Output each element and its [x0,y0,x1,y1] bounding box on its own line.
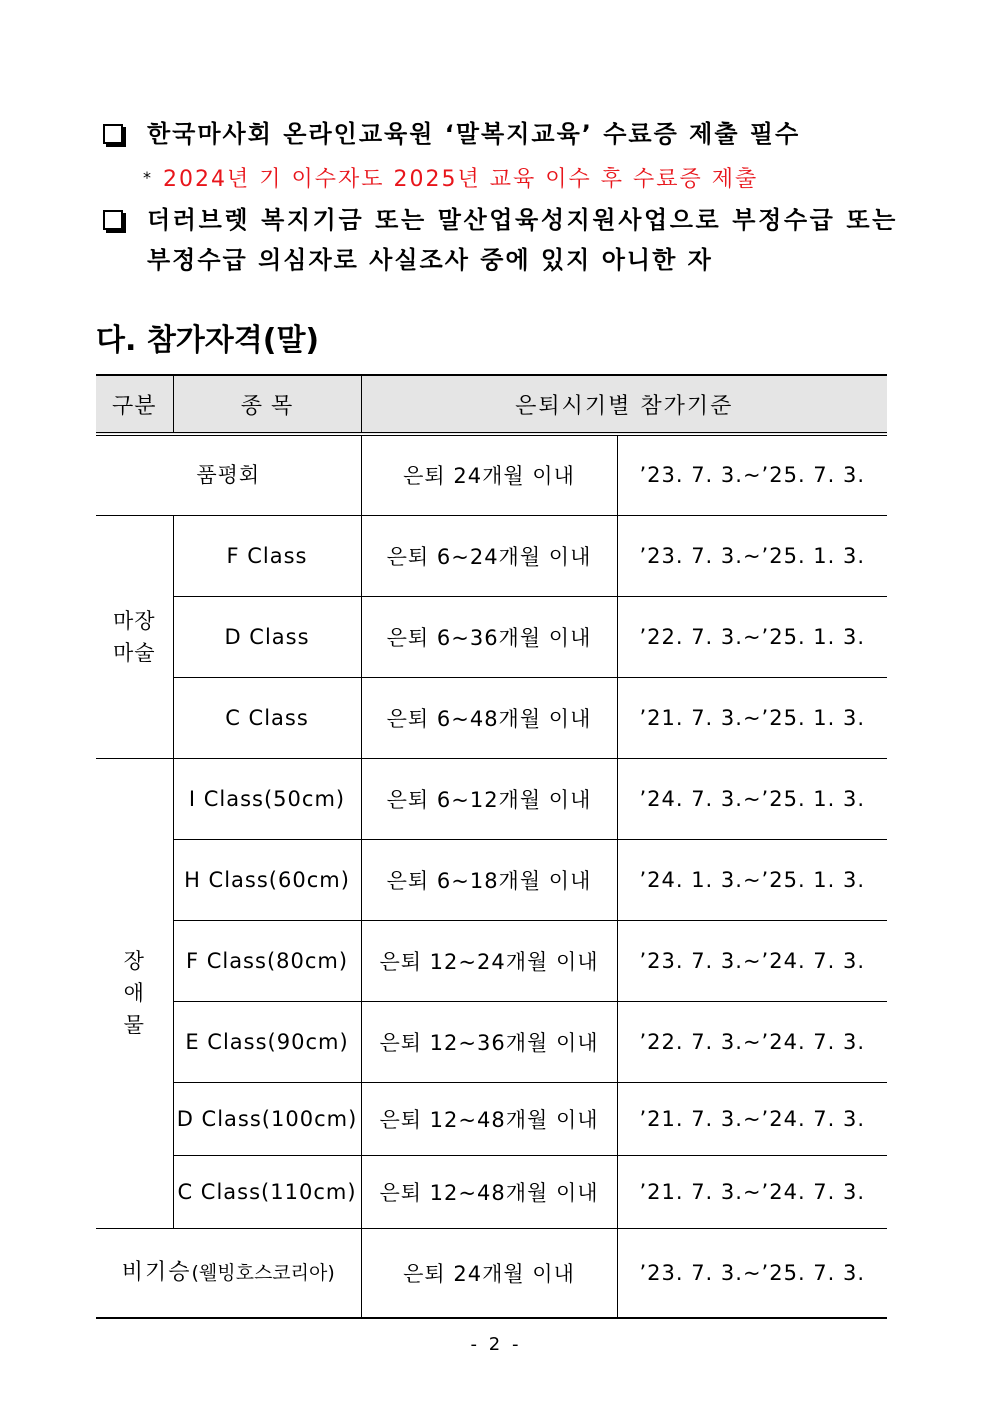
category-label-sub: (웰빙호스코리아) [191,1261,335,1284]
requirement-text-line2: 부정수급 의심자로 사실조사 중에 있지 아니한 자 [147,246,713,274]
header-category: 구분 [96,375,173,434]
criteria-cell: 은퇴 6~36개월 이내 [361,596,617,677]
criteria-cell: 은퇴 6~24개월 이내 [361,515,617,596]
note-text: 2024년 기 이수자도 2025년 교육 이수 후 수료증 제출 [163,167,759,192]
requirement-text-line1: 더러브렛 복지기금 또는 말산업육성지원사업으로 부정수급 또는 [147,206,898,234]
event-cell: H Class(60cm) [173,839,361,920]
header-event: 종 목 [173,375,361,434]
criteria-cell: 은퇴 12~24개월 이내 [361,920,617,1001]
header-criteria: 은퇴시기별 참가기준 [361,375,887,434]
category-label-line: 애 [123,981,145,1005]
period-cell: ’23. 7. 3.~’25. 1. 3. [617,515,887,596]
period-cell: ’23. 7. 3.~’25. 7. 3. [617,1228,887,1318]
period-cell: ’22. 7. 3.~’25. 1. 3. [617,596,887,677]
category-cell [96,758,173,1228]
event-cell: D Class(100cm) [173,1082,361,1155]
criteria-cell: 은퇴 12~48개월 이내 [361,1155,617,1228]
event-cell: C Class(110cm) [173,1155,361,1228]
category-label: 비기승 [121,1259,192,1285]
requirement-note [143,162,758,193]
period-cell: ’24. 7. 3.~’25. 1. 3. [617,758,887,839]
event-cell: E Class(90cm) [173,1001,361,1082]
criteria-cell: 은퇴 24개월 이내 [361,434,617,515]
period-cell: ’21. 7. 3.~’24. 7. 3. [617,1082,887,1155]
category-label-line: 마술 [112,640,156,665]
category-cell [96,1228,361,1318]
table-row [96,839,887,920]
page-number: - 2 - [470,1334,522,1355]
requirement-text: 한국마사회 온라인교육원 ‘말복지교육’ 수료증 제출 필수 [147,120,801,148]
criteria-cell: 은퇴 6~12개월 이내 [361,758,617,839]
period-cell: ’21. 7. 3.~’25. 1. 3. [617,677,887,758]
category-label-line: 장 [123,949,145,973]
table-row [96,1155,887,1228]
table-row [96,434,887,515]
checkbox-square-icon [103,124,123,144]
category-label-line: 마장 [112,608,156,633]
table-row [96,596,887,677]
table-row [96,1082,887,1155]
event-cell: F Class [173,515,361,596]
period-cell: ’23. 7. 3.~’24. 7. 3. [617,920,887,1001]
table-row [96,515,887,596]
checkbox-square-icon [103,210,123,230]
category-cell: 품평회 [96,434,361,515]
eligibility-table [96,374,887,1319]
event-cell: I Class(50cm) [173,758,361,839]
category-cell [96,515,173,758]
period-cell: ’24. 1. 3.~’25. 1. 3. [617,839,887,920]
criteria-cell: 은퇴 6~18개월 이내 [361,839,617,920]
period-cell: ’22. 7. 3.~’24. 7. 3. [617,1001,887,1082]
table-row [96,677,887,758]
event-cell: F Class(80cm) [173,920,361,1001]
table-row [96,1228,887,1318]
table-row [96,758,887,839]
criteria-cell: 은퇴 6~48개월 이내 [361,677,617,758]
period-cell: ’23. 7. 3.~’25. 7. 3. [617,434,887,515]
event-cell: D Class [173,596,361,677]
period-cell: ’21. 7. 3.~’24. 7. 3. [617,1155,887,1228]
section-title: 다. 참가자격(말) [96,323,320,358]
criteria-cell: 은퇴 12~48개월 이내 [361,1082,617,1155]
event-cell: C Class [173,677,361,758]
note-asterisk: * [143,168,153,187]
category-label-line: 물 [123,1013,145,1037]
table-row [96,920,887,1001]
criteria-cell: 은퇴 12~36개월 이내 [361,1001,617,1082]
criteria-cell: 은퇴 24개월 이내 [361,1228,617,1318]
table-row [96,1001,887,1082]
table-header-row [96,375,887,434]
